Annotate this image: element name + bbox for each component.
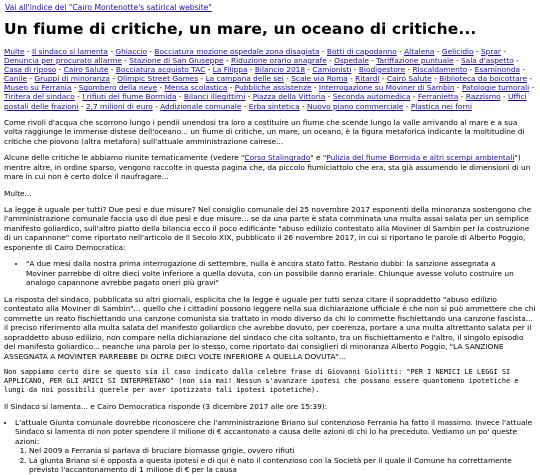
separator: - xyxy=(467,64,475,74)
reply-list xyxy=(4,418,536,475)
separator: - xyxy=(453,55,461,65)
separator: - xyxy=(147,46,155,56)
separator: - xyxy=(283,74,292,84)
pulizia-fiume-link[interactable]: Pulizia del fiume Bormida e altri scempi ambientali xyxy=(326,153,515,163)
reply-point xyxy=(15,418,536,475)
topic-link[interactable]: Gelicidio xyxy=(441,46,474,56)
topic-link[interactable]: Ritardi xyxy=(355,74,380,84)
topic-links xyxy=(4,47,536,111)
reply-intro: Il Sindaco si lamenta... e Cairo Democratica risponde (3 dicembre 2017 alle ore 15:39): xyxy=(4,401,328,411)
topic-link[interactable]: Bocciatura acquisto TAC xyxy=(115,64,206,74)
separator: - xyxy=(520,64,526,74)
separator: - xyxy=(74,92,83,102)
topic-link[interactable]: Multe xyxy=(4,46,25,56)
separator: - xyxy=(513,55,519,65)
separator: - xyxy=(198,74,206,84)
multe-paragraph-2: La risposta del sindaco, pubblicata su altri giornali, esplicita che la legge è uguale per tutti senza citare il sopraddetto "abuso edilizio contestato alla Moviner di Sambin"... quello che i cittadini possono leggere nella sua dichiarazione ufficiale è che non si può ammettere che chi commette un reato fischiettando una canzone comunista sia trattato in modo diverso da chi lo commette fischiettando una canzone fascista... il preciso riferimento alla multa salata del manifesto goliardico che avrebbe dovuto, per coerenza, portare a una multa altrettanto salata per il sopraddetto abuso edilizio, non compare nella dichiarazione del sindaco che cita soltanto, tra un fischiettamento e l'altro, il singolo episodio del manifesto goliardico... neanche una parola per lo stesso, come riportato dai consiglieri di minoranza Alberto Poggio, "LA SANZIONE ASSEGNATA A MOVINTER PARREBBE DI OLTRE DIECI VOLTE INFERIORE A QUELLA DOVUTA"... xyxy=(4,294,536,361)
separator: - xyxy=(529,83,535,93)
multe-paragraph-1: La legge è uguale per tutti? Due pesi e due misure? Nel consiglio comunale del 25 novembre 2017 esponenti della minoranza sostengono che l'amministrazione comunale faccia uso di due pesi e due misure... se da una parte è stata comminata una multa assai salata per un semplice manifesto goliardico, sull'altro piatto della bilancia ecco il poco edificante "abuso edilizio contestato alla Moviner di Sambin per la costruzione di un capannone" come riportato nell'articolo de Il Secolo XIX, pubblicato il 26 novembre 2017, in cui si riportano le parole di Alberto Poggio, esponente di Cairo Democratica: xyxy=(4,205,532,252)
separator: - xyxy=(473,46,481,56)
topic-link[interactable]: Altalena xyxy=(404,46,435,56)
separator: - xyxy=(71,83,79,93)
separator: - xyxy=(527,74,533,84)
section-heading-multe: Multe... xyxy=(4,188,32,198)
separator: - xyxy=(403,101,411,111)
topic-link[interactable]: Mensa scolastica xyxy=(164,83,228,93)
separator: - xyxy=(396,46,405,56)
topic-link[interactable]: Biblioteca da boicottare xyxy=(439,74,528,84)
page-title: Un fiume di critiche, un mare, un oceano di critiche... xyxy=(4,19,477,38)
topic-link[interactable]: Tariffazione puntuale xyxy=(376,55,454,65)
separator: - xyxy=(109,74,118,84)
separator: - xyxy=(27,74,35,84)
topic-link[interactable]: Seconda automedica xyxy=(332,92,411,102)
multe-paragraph-3: Non sappiamo certo dire se questo sia il caso indicato dalla celebre frase di Giovanni Giolitti: "PER I NEMICI LE LEGGI SI APPLICANO, PER GLI AMICI SI INTERPRETANO" (non sia mai! Nessun s'avanzare ipotesi che possano essere quantomeno ipotetiche e lungi da noi possibili querele per aver ipotizzato tali ipotesi ipotetiche). xyxy=(4,368,519,394)
separator: - xyxy=(434,46,442,56)
topic-link[interactable]: Biodigestore xyxy=(358,64,406,74)
separator: - xyxy=(241,101,249,111)
topic-link[interactable]: Riscaldamento xyxy=(412,64,468,74)
topic-link[interactable]: 2,7 milioni di euro xyxy=(85,101,153,111)
separator: - xyxy=(121,55,130,65)
topic-link[interactable]: Riduzione orario anagrafe xyxy=(230,55,327,65)
separator: - xyxy=(311,83,319,93)
reply-subpoint: 1. Nel 2009 a Ferrania si parlava di bruciare biomasse grigie, ovvero rifiuti xyxy=(29,446,536,455)
text-fragment: Alcune delle critiche le abbiamo riunite tematicamente (vedere " xyxy=(4,153,245,163)
topic-link[interactable]: Olimpic Street Games xyxy=(117,74,199,84)
separator: - xyxy=(227,83,235,93)
text-fragment: ") mentre altre, in ordine sparso, vengono raccolte in questa pagina che, da piccolo fiumiciattolo che era, sta già assumendo le dimensioni di un mare in cui non è certo dolce il naufragare... xyxy=(4,153,531,182)
quote-text: • "A due mesi dalla nostra prima interrogazione di settembre, nulla è ancora stato fatto. Restano dubbi: la sanzione assegnata a Moviner parrebbe di oltre dieci volte inferiore a quella dovuta, con un possibile danno erariale. Chiunque avesse voluto costruire un analogo capannone avrebbe pagato oneri più gravi" xyxy=(26,259,522,287)
separator: - xyxy=(454,83,462,93)
separator: - xyxy=(78,101,86,111)
separator: - xyxy=(245,92,253,102)
topic-link[interactable]: I rifiuti del fiume Bormida xyxy=(82,92,177,102)
topic-link[interactable]: Uffici postali delle frazioni xyxy=(4,92,527,111)
topic-link[interactable]: Bocciatura mozione ospedale zona disagiata xyxy=(154,46,320,56)
topic-link[interactable]: Esaminonda xyxy=(474,64,521,74)
separator: - xyxy=(431,74,440,84)
separator: - xyxy=(500,92,508,102)
topic-link[interactable]: La Filippa xyxy=(212,64,248,74)
topic-link[interactable]: Cairo Salute xyxy=(63,64,109,74)
topic-link[interactable]: Razzismo xyxy=(465,92,501,102)
topic-link[interactable]: Sala d'aspetto xyxy=(460,55,514,65)
separator: - xyxy=(325,92,333,102)
corso-stalingrado-link[interactable]: Corso Stalingrado xyxy=(244,153,311,163)
index-link[interactable]: Vai all'indice del "Cairo Montenotte's satirical website" xyxy=(5,3,212,12)
separator: - xyxy=(326,55,335,65)
topic-link[interactable]: Ospedale xyxy=(334,55,369,65)
separator: - xyxy=(108,64,116,74)
topic-link[interactable]: Patologie tumorali xyxy=(461,83,530,93)
separator: - xyxy=(347,74,356,84)
topic-link[interactable]: Ghiaccio xyxy=(115,46,148,56)
reply-point-text: L'attuale Giunta comunale dovrebbe riconoscere che l'amministrazione Briano sul contenzioso Ferrania ha fatto il massimo. Invece l'attuale Sindaco si lamenta di non poter spendere il milione di € accantonato a causa delle azioni di chi lo ha preceduto. Vediamo un po' queste azioni: xyxy=(15,418,533,446)
topic-link[interactable]: Pubbliche assistenze xyxy=(234,83,312,93)
separator: - xyxy=(223,55,231,65)
topic-link[interactable]: Sprar xyxy=(480,46,501,56)
topic-link[interactable]: Bilanci illegittimi xyxy=(183,92,246,102)
topic-link[interactable]: Stazione di San Giuseppe xyxy=(129,55,224,65)
topic-link[interactable]: Interrogazione su Moviner di Sambin xyxy=(318,83,455,93)
topic-link[interactable]: Nuovo piano commerciale xyxy=(306,101,404,111)
intro-paragraph: Come rivoli d'acqua che scorrono lungo i pendii unendosi tra loro a costituire un fiume che scende lungo la valle arrivando al mare e a sua volta raggiunge le immense distese dell'oceano... un fiume di critiche, un mare, un oceano, è la figura metaforica indicante la moltitudine di critiche che piovono (altra metafora) sull'attuale amministrazione cairese... xyxy=(4,117,525,146)
topic-link[interactable]: Botti di capodanno xyxy=(326,46,397,56)
separator: - xyxy=(247,64,255,74)
separator: - xyxy=(379,74,387,84)
separator: - xyxy=(205,64,213,74)
topic-link[interactable]: Camionisti xyxy=(312,64,352,74)
separator: - xyxy=(458,92,466,102)
topic-link[interactable]: Piazza della Vittoria xyxy=(252,92,326,102)
separator: - xyxy=(176,92,184,102)
separator: - xyxy=(405,64,413,74)
separator: - xyxy=(107,46,116,56)
separator: - xyxy=(152,101,161,111)
topic-link[interactable]: Il sindaco si lamenta xyxy=(31,46,108,56)
separator: - xyxy=(56,64,64,74)
topic-link[interactable]: Cairo Salute xyxy=(386,74,432,84)
topic-link[interactable]: Ferranietta xyxy=(417,92,459,102)
text-fragment: " e " xyxy=(310,153,327,163)
topic-link[interactable]: La campana delle sei xyxy=(205,74,284,84)
quote-list xyxy=(18,259,522,287)
topic-link[interactable]: Erba sintetica xyxy=(248,101,300,111)
separator: - xyxy=(319,46,327,56)
topic-link[interactable]: Canile xyxy=(4,74,28,84)
topic-link[interactable]: Museo su Ferrania xyxy=(4,83,72,93)
separator: - xyxy=(410,92,418,102)
topic-link[interactable]: Denuncia per procurato allarme xyxy=(4,55,122,65)
separator: - xyxy=(500,46,507,56)
separator: - xyxy=(24,46,32,56)
topic-link[interactable]: Casa di riposo xyxy=(4,64,57,74)
separator: - xyxy=(299,101,307,111)
reply-subpoint: 2. La giunta Briano si è opposta a questa ipotesi e di qui è nato il contenzioso con la Società per il quale il Comune ha correttamente previsto l'accantonamento di 1 milione di € per la causa xyxy=(29,456,536,475)
topic-link[interactable]: Scale via Roma xyxy=(291,74,348,84)
separator: - xyxy=(368,55,377,65)
reply-subpoints xyxy=(15,446,536,474)
separator: - xyxy=(157,83,165,93)
separator: - xyxy=(351,64,359,74)
intro-paragraph-links xyxy=(4,153,536,181)
topic-link[interactable]: Plastica nei forni xyxy=(410,101,473,111)
topic-link[interactable]: Addizionale comunale xyxy=(160,101,242,111)
topic-link[interactable]: Gruppi di minoranza xyxy=(34,74,110,84)
quote-block xyxy=(18,259,522,287)
topic-link[interactable]: Sgombero della neve xyxy=(78,83,158,93)
topic-link[interactable]: Bilancio 2018 xyxy=(254,64,306,74)
topic-link[interactable]: Tiritera del sindaco xyxy=(4,92,75,102)
separator: - xyxy=(305,64,313,74)
